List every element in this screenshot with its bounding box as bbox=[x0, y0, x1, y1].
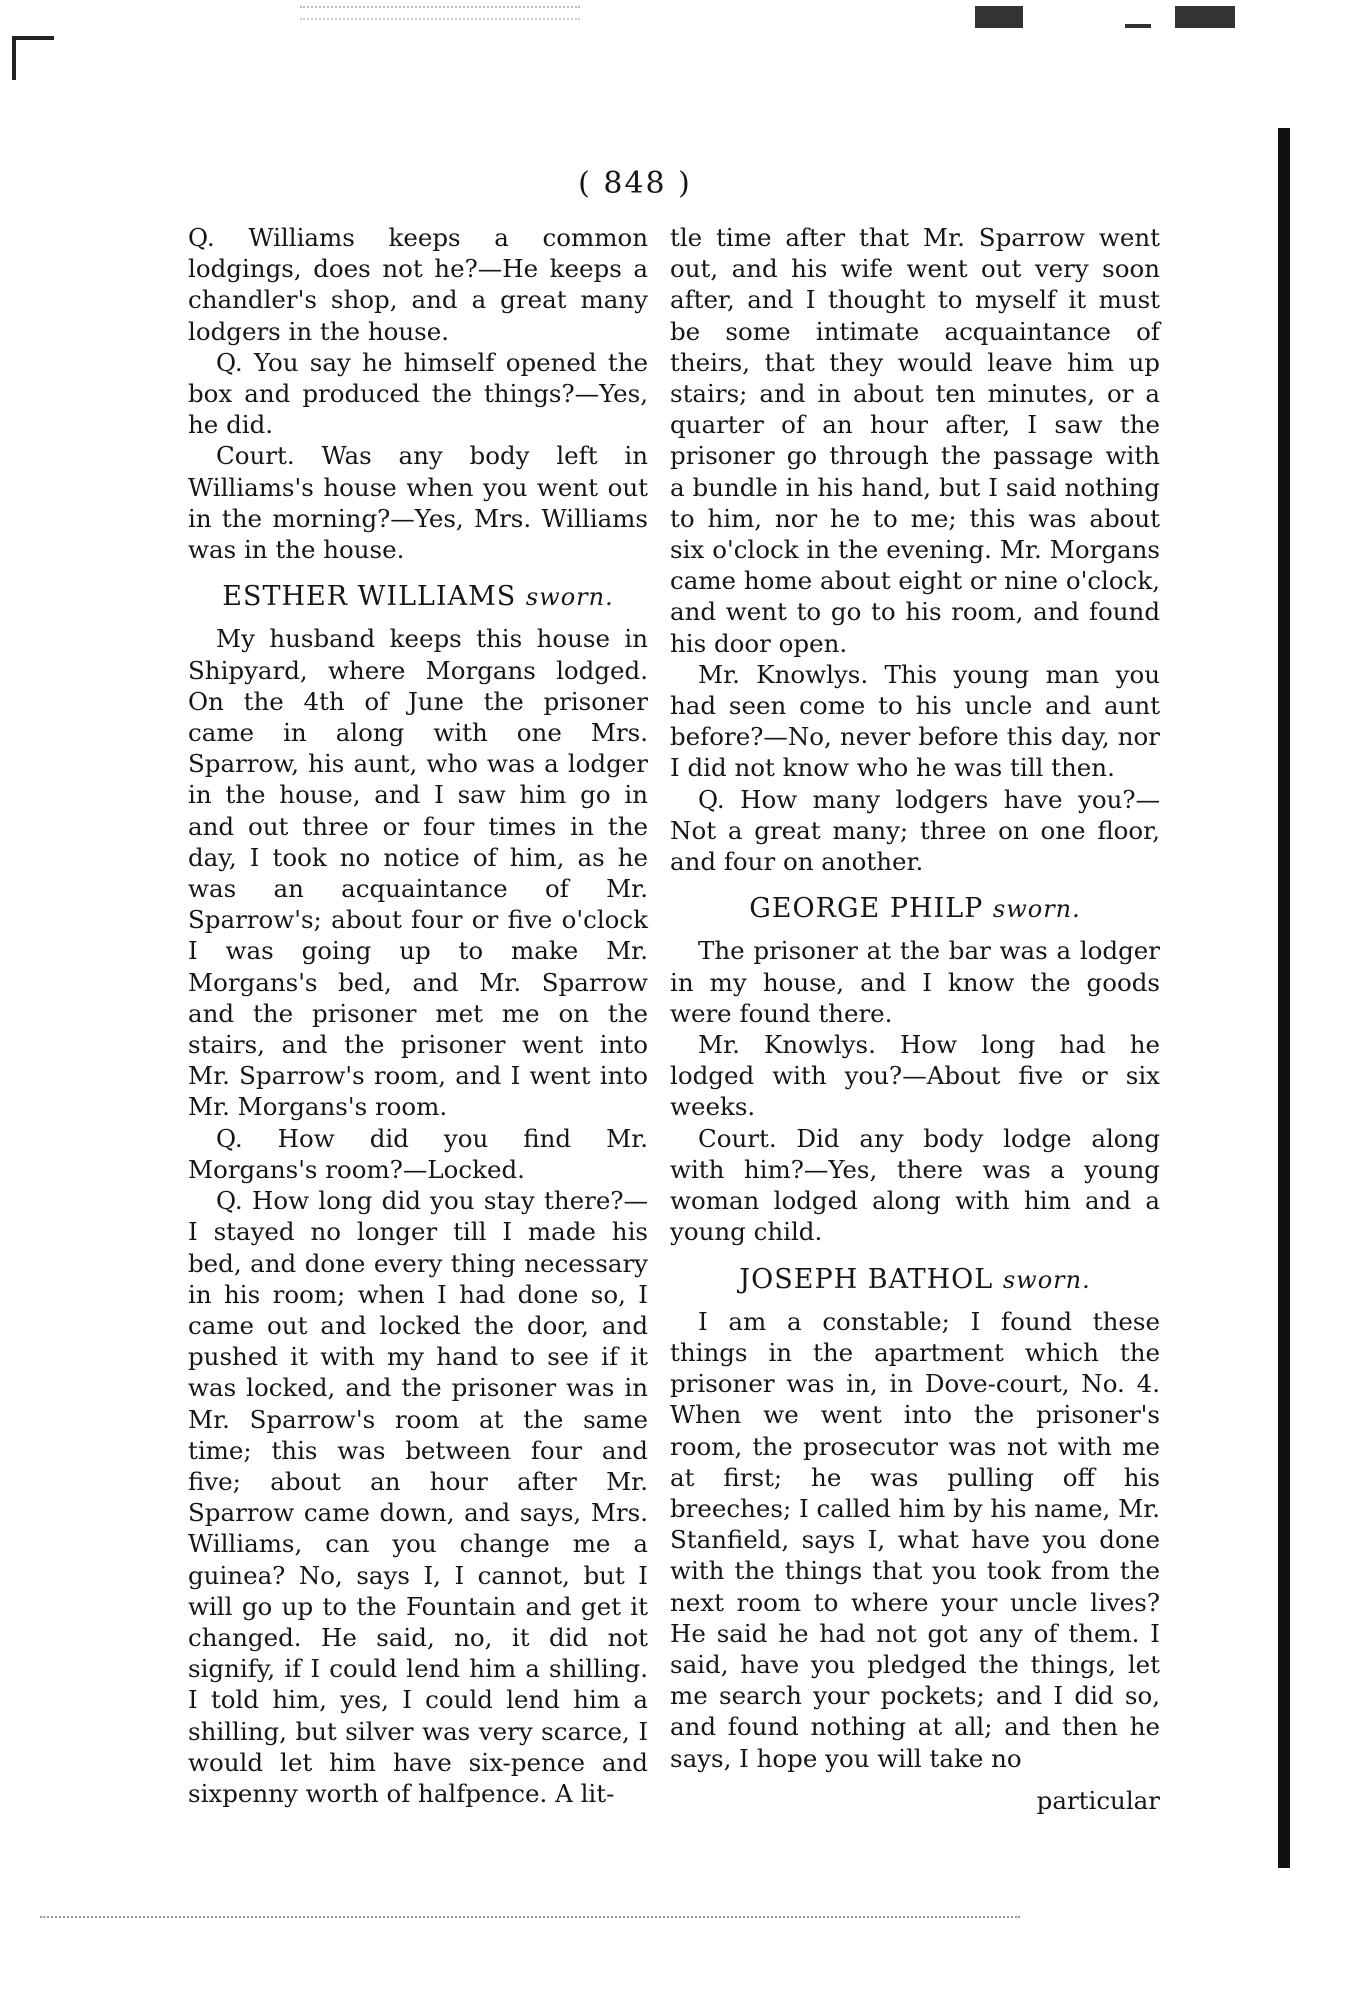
sworn-label: sworn. bbox=[525, 583, 614, 612]
testimony-paragraph: I am a constable; I found these things in the apartment which the prisoner was in, in Dove-court, No. 4. When we went into the prisoner's room, the prosecutor was not with me at first; he was pulling off his breeches; I called him by his name, Mr. Stanfield, says I, what have you done with the things that you took from the next room to where your uncle lives? He said he had not got any of them. I said, have you pledged the things, let me search your pockets; and I did so, and found nothing at all; and then he says, I hope you will take no bbox=[670, 1306, 1160, 1773]
sworn-label: sworn. bbox=[1002, 1265, 1091, 1294]
witness-name: ESTHER WILLIAMS bbox=[222, 581, 517, 613]
witness-heading bbox=[670, 1264, 1160, 1296]
bottom-scan-line bbox=[40, 1916, 1020, 1918]
testimony-paragraph: tle time after that Mr. Sparrow went out, and his wife went out very soon after, and I thought to myself it must be some intimate acquaintance of theirs, that they would leave him up stairs; and in about ten minutes, or a quarter of an hour after, I saw the prisoner go through the passage with a bundle in his hand, but I said nothing to him, nor he to me; this was about six o'clock in the evening. Mr. Morgans came home about eight or nine o'clock, and went to go to his room, and found his door open. bbox=[670, 223, 1160, 658]
testimony-paragraph: Q. How many lodgers have you?—Not a great many; three on one floor, and four on another. bbox=[670, 784, 1160, 877]
witness-heading bbox=[670, 893, 1160, 925]
right-column bbox=[670, 222, 1160, 1774]
page-number: ( 848 ) bbox=[578, 166, 692, 201]
catchword: particular bbox=[1036, 1786, 1160, 1815]
testimony-paragraph: Q. How did you find Mr. Morgans's room?—Locked. bbox=[188, 1123, 648, 1184]
testimony-paragraph: Court. Was any body left in Williams's house when you went out in the morning?—Yes, Mrs. Williams was in the house. bbox=[188, 441, 648, 565]
witness-name: JOSEPH BATHOL bbox=[739, 1263, 994, 1295]
top-right-marks bbox=[975, 6, 1275, 32]
testimony-paragraph: Q. You say he himself opened the box and produced the things?—Yes, he did. bbox=[188, 347, 648, 440]
testimony-paragraph: The prisoner at the bar was a lodger in my house, and I know the goods were found there. bbox=[670, 936, 1160, 1028]
witness-heading bbox=[188, 581, 648, 613]
sworn-label: sworn. bbox=[992, 895, 1081, 924]
binding-edge-bar bbox=[1278, 128, 1290, 1868]
testimony-paragraph: Q. Williams keeps a common lodgings, does not he?—He keeps a chandler's shop, and a great many lodgers in the house. bbox=[188, 223, 648, 346]
testimony-paragraph: Court. Did any body lodge along with him?—Yes, there was a young woman lodged along with him and a young child. bbox=[670, 1123, 1160, 1247]
left-column bbox=[188, 222, 648, 1809]
testimony-paragraph: My husband keeps this house in Shipyard, where Morgans lodged. On the 4th of June the prisoner came in along with one Mrs. Sparrow, his aunt, who was a lodger in the house, and I saw him go in and out three or four times in the day, I took no notice of him, as he was an acquaintance of Mr. Sparrow's; about four or five o'clock I was going up to make Mr. Morgans's bed, and Mr. Sparrow and the prisoner met me on the stairs, and the prisoner went into Mr. Sparrow's room, and I went into Mr. Morgans's room. bbox=[188, 624, 648, 1122]
testimony-paragraph: Mr. Knowlys. How long had he lodged with you?—About five or six weeks. bbox=[670, 1030, 1160, 1122]
top-scan-strip bbox=[300, 6, 580, 20]
witness-name: GEORGE PHILP bbox=[749, 893, 984, 925]
testimony-paragraph: Mr. Knowlys. This young man you had seen come to his uncle and aunt before?—No, never before this day, nor I did not know who he was till then. bbox=[670, 659, 1160, 783]
corner-bracket-mark bbox=[12, 36, 54, 80]
testimony-paragraph: Q. How long did you stay there?—I stayed no longer till I made his bed, and done every thing necessary in his room; when I had done so, I came out and locked the door, and pushed it with my hand to see if it was locked, and the prisoner was in Mr. Sparrow's room at the same time; this was between four and five; about an hour after Mr. Sparrow came down, and says, Mrs. Williams, can you change me a guinea? No, says I, I cannot, but I will go up to the Fountain and get it changed. He said, no, it did not signify, if I could lend him a shilling. I told him, yes, I could lend him a shilling, but silver was very scarce, I would let him have six-pence and sixpenny worth of halfpence. A lit- bbox=[188, 1186, 648, 1808]
